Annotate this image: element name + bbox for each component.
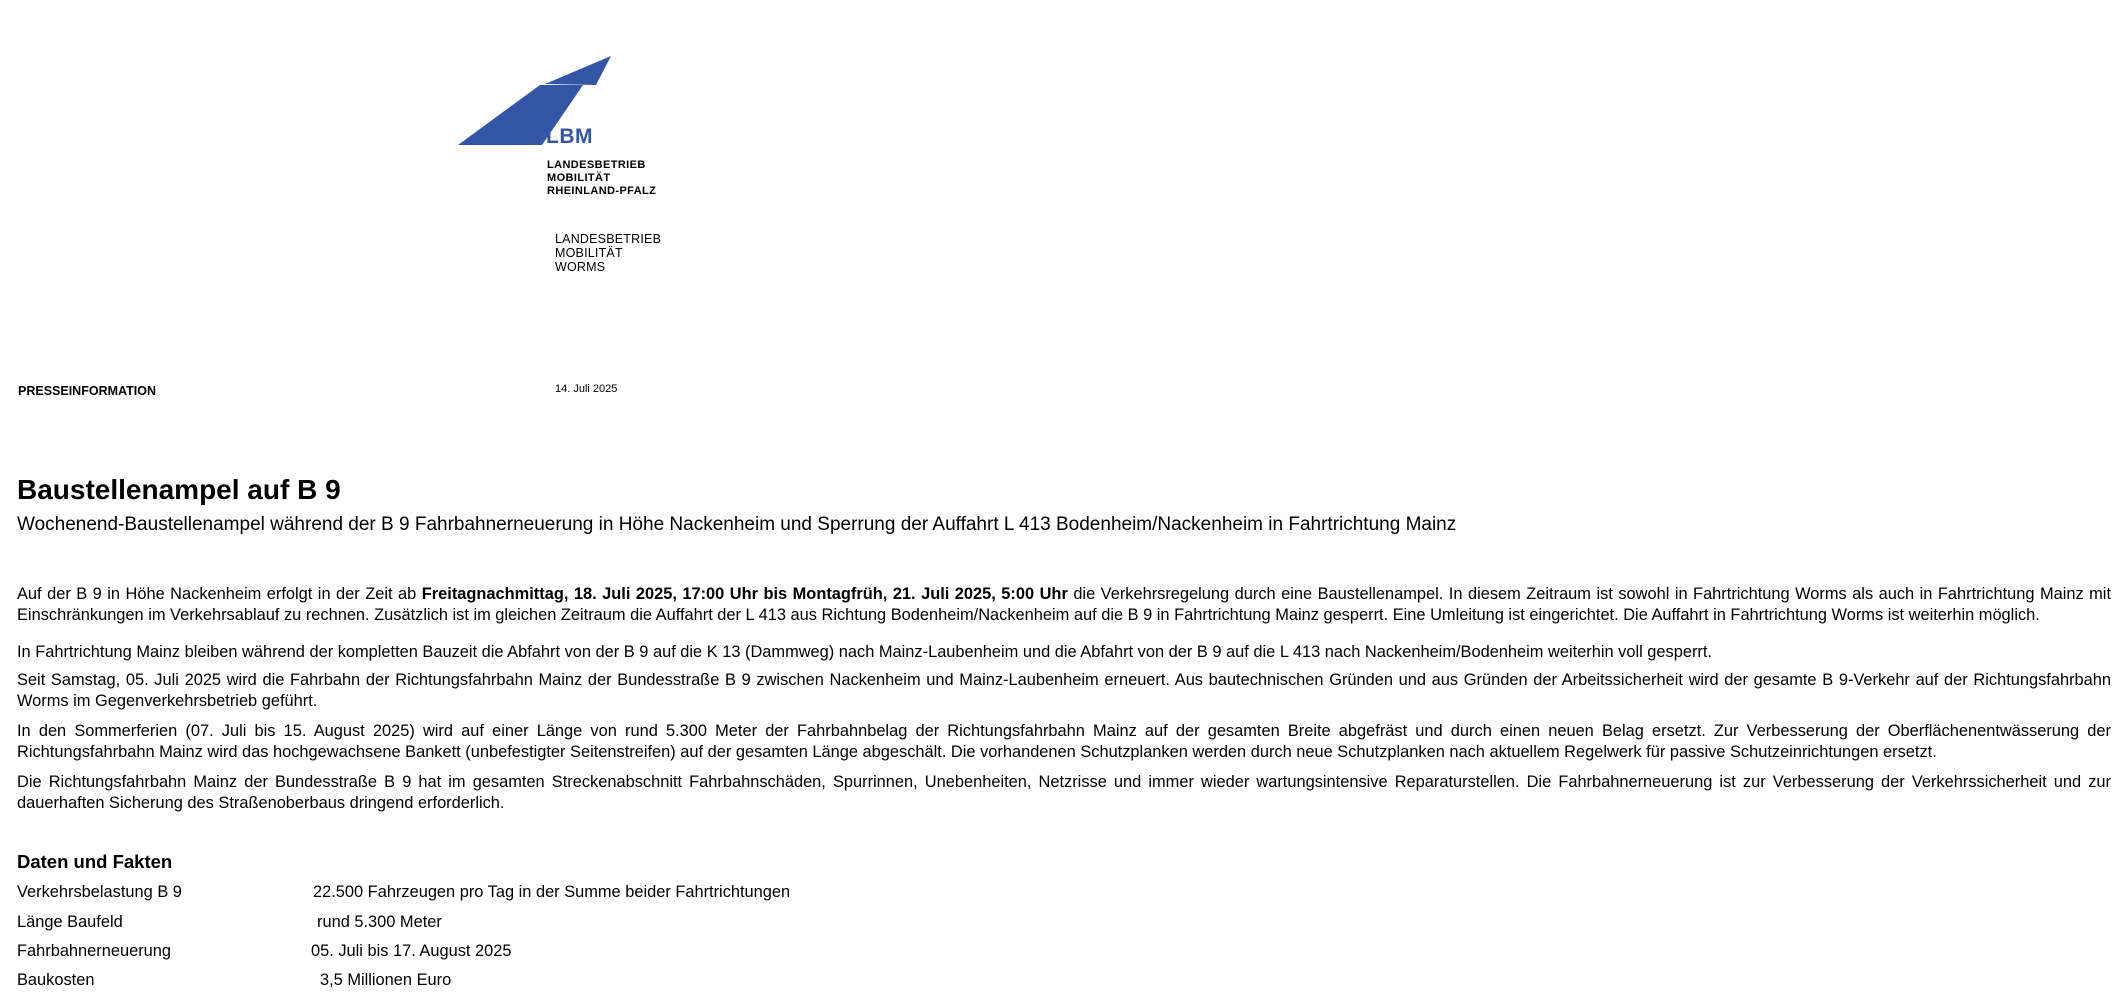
logo-line: LANDESBETRIEB bbox=[547, 159, 646, 171]
fact-value: 3,5 Millionen Euro bbox=[320, 971, 452, 989]
paragraph-1-bold-dates: Freitagnachmittag, 18. Juli 2025, 17:00 Uhr bis Montagfrüh, 21. Juli 2025, 5:00 Uhr bbox=[421, 585, 1068, 603]
paragraph-2: In Fahrtrichtung Mainz bleiben während der kompletten Bauzeit die Abfahrt von der B 9 auf die K 13 (Dammweg) nach Mainz-Laubenheim und die Abfahrt von der B 9 auf die L 413 nach Nackenheim/Bodenheim weiterhin voll gesperrt. bbox=[17, 643, 1712, 661]
fact-label: Fahrbahnerneuerung bbox=[17, 942, 172, 960]
fact-value: 22.500 Fahrzeugen pro Tag in der Summe beider Fahrtrichtungen bbox=[313, 883, 791, 901]
article-title: Baustellenampel auf B 9 bbox=[17, 474, 341, 505]
document-type-label: PRESSEINFORMATION bbox=[18, 384, 156, 398]
logo-line: RHEINLAND-PFALZ bbox=[547, 185, 657, 197]
document-date: 14. Juli 2025 bbox=[555, 383, 618, 395]
facts-heading: Daten und Fakten bbox=[17, 851, 173, 872]
fact-value: 05. Juli bis 17. August 2025 bbox=[311, 942, 512, 960]
paragraph-3: Seit Samstag, 05. Juli 2025 wird die Fahrbahn der Richtungsfahrbahn Mainz der Bundesstraße B 9 zwischen Nackenheim und Mainz-Laubenheim erneuert. Aus bautechnischen Gründen und aus Gründen der Arbeitssicherheit wird der gesamte B 9-Verkehr auf der Richtungsfahrbahn Worms im Gegenverkehrsbetrieb geführt. bbox=[17, 671, 2111, 710]
office-line: WORMS bbox=[555, 260, 606, 274]
fact-label: Baukosten bbox=[17, 971, 95, 989]
paragraph-1-text-start: Auf der B 9 in Höhe Nackenheim erfolgt in der Zeit ab bbox=[17, 585, 422, 603]
fact-row-road-renewal-period bbox=[17, 942, 917, 964]
fact-label: Länge Baufeld bbox=[17, 913, 123, 931]
paragraph-1 bbox=[17, 584, 2111, 626]
paragraph-1-text-end: die Verkehrsregelung durch eine Baustellenampel. In diesem Zeitraum ist sowohl in Fahrtrichtung Worms als auch in Fahrtrichtung Mainz mit Einschränkungen im Verkehrsablauf zu rechnen. Zusätzlich ist im gleichen Zeitraum die Auffahrt der L 413 aus Richtung Bodenheim/Nackenheim auf die B 9 in Fahrtrichtung Mainz gesperrt. Eine Umleitung ist eingerichtet. Die Auffahrt in Fahrtrichtung Worms ist weiterhin möglich. bbox=[17, 585, 2112, 624]
fact-row-construction-length bbox=[17, 913, 917, 935]
paragraph-4: In den Sommerferien (07. Juli bis 15. August 2025) wird auf einer Länge von rund 5.300 Meter der Fahrbahnbelag der Richtungsfahrbahn Mainz auf der gesamten Breite abgefräst und durch einen neuen Belag ersetzt. Zur Verbesserung der Oberflächenentwässerung der Richtungsfahrbahn Mainz wird das hochgewachsene Bankett (unbefestigter Seitenstreifen) auf der gesamten Länge abgeschält. Die vorhandenen Schutzplanken werden durch neue Schutzplanken nach aktuellem Regelwerk für passive Schutzeinrichtungen ersetzt. bbox=[17, 722, 2111, 761]
article-subtitle: Wochenend-Baustellenampel während der B 9 Fahrbahnerneuerung in Höhe Nackenheim und Sperrung der Auffahrt L 413 Bodenheim/Nackenheim in Fahrtrichtung Mainz bbox=[17, 514, 1457, 535]
office-block bbox=[555, 232, 661, 274]
logo-organization-name bbox=[547, 159, 656, 198]
paragraph-5: Die Richtungsfahrbahn Mainz der Bundesstraße B 9 hat im gesamten Streckenabschnitt Fahrbahnschäden, Spurrinnen, Unebenheiten, Netzrisse und immer wieder wartungsintensive Reparaturstellen. Die Fahrbahnerneuerung ist zur Verbesserung der Verkehrssicherheit und zur dauerhaften Sicherung des Straßenoberbaus dringend erforderlich. bbox=[17, 773, 2111, 812]
office-line: LANDESBETRIEB bbox=[555, 232, 662, 246]
office-line: MOBILITÄT bbox=[555, 246, 623, 260]
fact-row-construction-cost bbox=[17, 971, 917, 993]
fact-value: rund 5.300 Meter bbox=[317, 913, 442, 931]
fact-row-traffic-load bbox=[17, 883, 917, 905]
lbm-logo-arrow-icon bbox=[458, 56, 618, 148]
fact-label: Verkehrsbelastung B 9 bbox=[17, 883, 182, 901]
logo-line: MOBILITÄT bbox=[547, 172, 611, 184]
logo-abbreviation: LBM bbox=[546, 125, 593, 148]
